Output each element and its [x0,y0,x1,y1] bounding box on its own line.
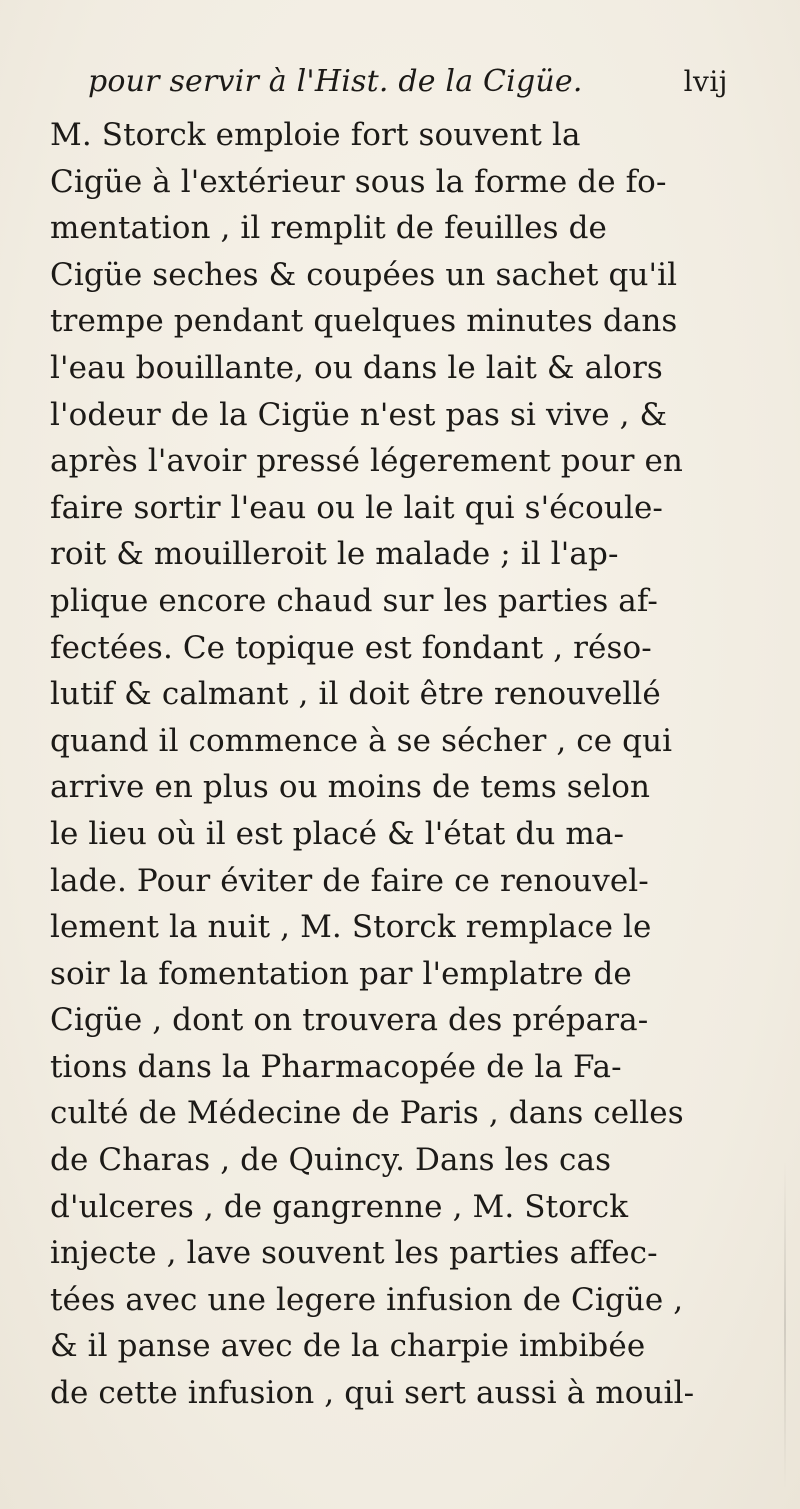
text-line: lade. Pour éviter de faire ce renouvel- [50,862,649,899]
text-line: mentation , il remplit de feuilles de [50,210,608,247]
text-line: M. Storck emploie fort souvent la [50,117,581,153]
text-line: l'odeur de la Cigüe n'est pas si vive , & [50,396,668,433]
text-line: roit & mouilleroit le malade ; il l'ap- [50,536,619,573]
text-line: faire sortir l'eau ou le lait qui s'écoule- [50,489,664,526]
text-line: trempe pendant quelques minutes dans [50,303,678,340]
text-line: soir la fomentation par l'emplatre de [50,955,632,992]
text-line: de cette infusion , qui sert aussi à mouil- [50,1375,695,1412]
text-line: lement la nuit , M. Storck remplace le [50,909,652,946]
text-line: lutif & calmant , il doit être renouvellé [50,676,661,713]
text-line: le lieu où il est placé & l'état du ma- [50,815,625,852]
page-number: lvij [683,65,728,98]
text-line: de Charas , de Quincy. Dans les cas [50,1142,612,1179]
text-line: l'eau bouillante, ou dans le lait & alors [50,349,663,386]
text-line: plique encore chaud sur les parties af- [50,582,658,619]
text-line: après l'avoir pressé légerement pour en [50,443,683,480]
body-text [50,112,750,1417]
text-line: culté de Médecine de Paris , dans celles [50,1095,684,1132]
text-line: quand il commence à se sécher , ce qui [50,722,673,759]
text-line: tions dans la Pharmacopée de la Fa- [50,1048,622,1085]
text-line: d'ulceres , de gangrenne , M. Storck [50,1188,629,1225]
text-line: Cigüe seches & coupées un sachet qu'il [50,256,678,293]
text-line: & il panse avec de la charpie imbibée [50,1328,646,1365]
running-head: pour servir à l'Hist. de la Cigüe. [88,64,583,99]
text-line: injecte , lave souvent les parties affec- [50,1235,658,1272]
text-line: arrive en plus ou moins de tems selon [50,769,651,806]
text-line: Cigüe , dont on trouvera des prépara- [50,1002,649,1039]
text-line: fectées. Ce topique est fondant , réso- [50,629,652,666]
page-edge-shadow [784,1160,786,1490]
text-line: Cigüe à l'extérieur sous la forme de fo- [50,163,667,200]
page-header [88,64,728,108]
text-line: tées avec une legere infusion de Cigüe , [50,1281,684,1318]
